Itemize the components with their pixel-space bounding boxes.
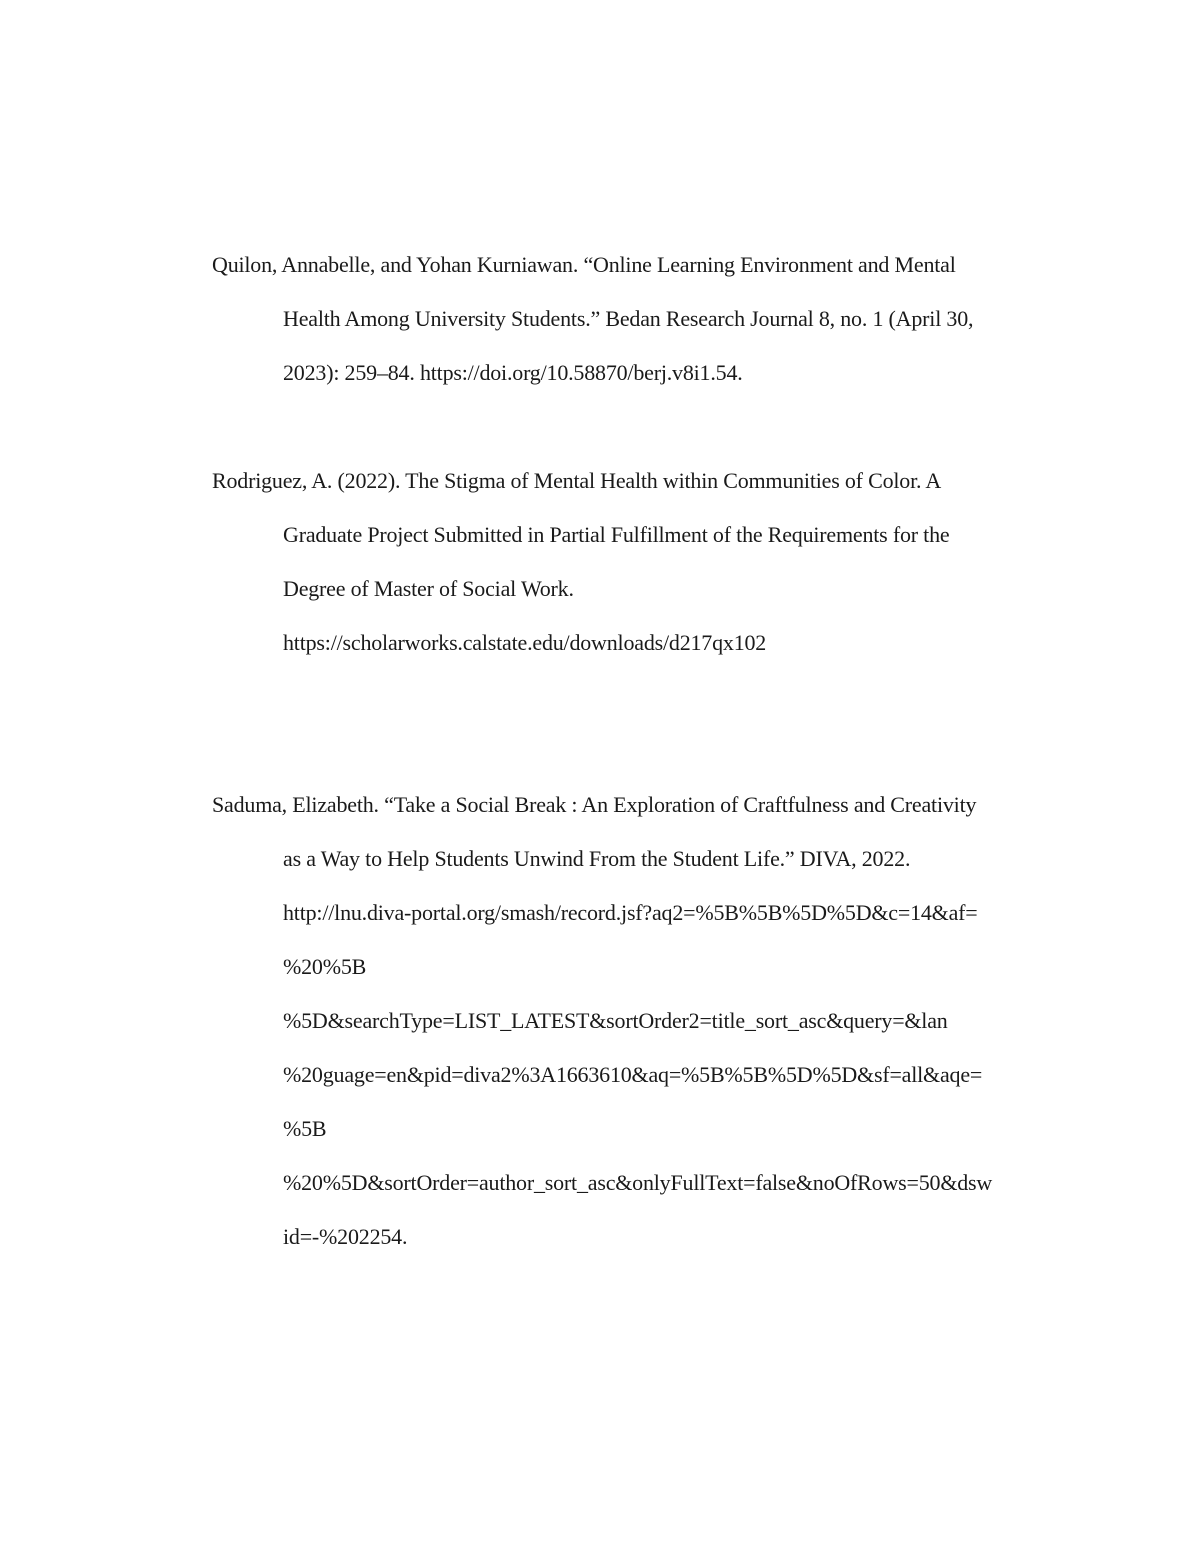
reference-url-line: id=-%202254. — [283, 1224, 408, 1249]
reference-line: Health Among University Students.” Bedan Research Journal 8, no. 1 (April 30, — [283, 306, 974, 331]
reference-line: as a Way to Help Students Unwind From the Student Life.” DIVA, 2022. — [283, 846, 911, 871]
reference-url-line: %5B — [283, 1116, 327, 1141]
reference-line: Saduma, Elizabeth. “Take a Social Break : An Exploration of Craftfulness and Creativity — [212, 792, 977, 817]
reference-url-line: http://lnu.diva-portal.org/smash/record.jsf?aq2=%5B%5B%5D%5D&c=14&af= — [283, 900, 978, 925]
reference-line: Quilon, Annabelle, and Yohan Kurniawan. “Online Learning Environment and Mental — [212, 252, 956, 277]
reference-url-line: %20%5D&sortOrder=author_sort_asc&onlyFullText=false&noOfRows=50&dsw — [283, 1170, 993, 1195]
reference-line: 2023): 259–84. https://doi.org/10.58870/berj.v8i1.54. — [283, 360, 743, 385]
reference-line: Graduate Project Submitted in Partial Fulfillment of the Requirements for the — [283, 522, 950, 547]
reference-url-line: %20guage=en&pid=diva2%3A1663610&aq=%5B%5B%5D%5D&sf=all&aqe= — [283, 1062, 983, 1087]
reference-url-line: %20%5B — [283, 954, 367, 979]
reference-line: Rodriguez, A. (2022). The Stigma of Mental Health within Communities of Color. A — [212, 468, 942, 493]
reference-url-line: %5D&searchType=LIST_LATEST&sortOrder2=title_sort_asc&query=&lan — [283, 1008, 948, 1033]
reference-line: Degree of Master of Social Work. — [283, 576, 574, 601]
reference-url: https://scholarworks.calstate.edu/downloads/d217qx102 — [283, 630, 767, 655]
